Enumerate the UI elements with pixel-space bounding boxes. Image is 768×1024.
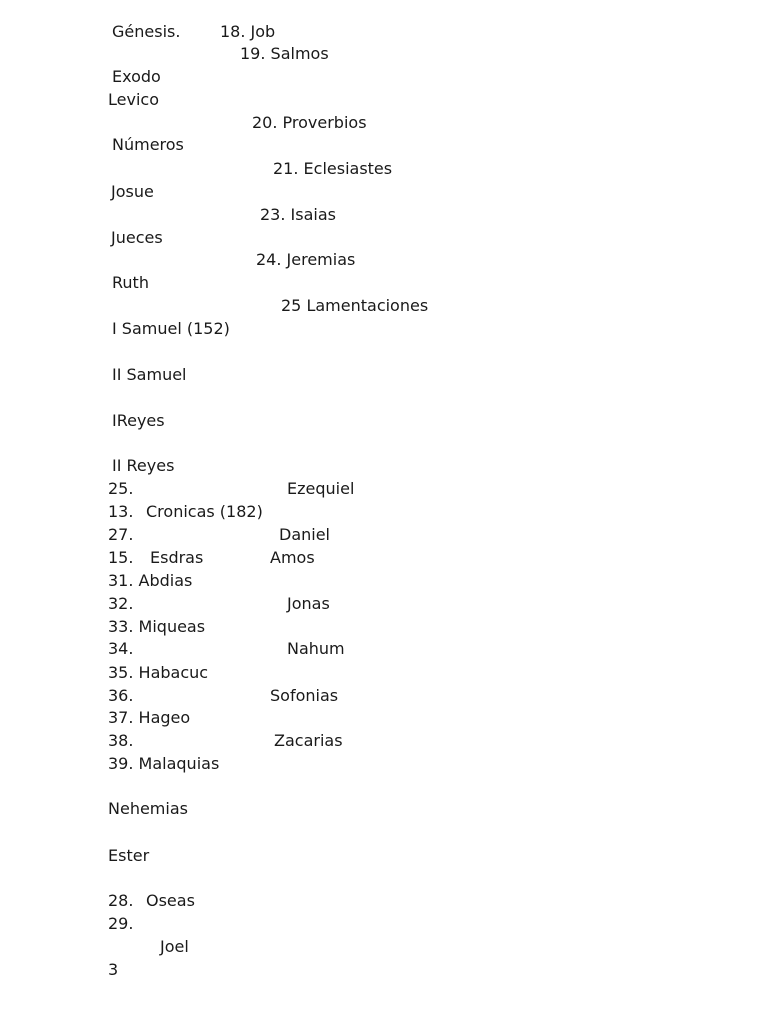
line-amos: Amos [270, 548, 315, 567]
line-jeremias: 24. Jeremias [256, 250, 356, 269]
line-number-34: 34. [108, 639, 134, 658]
line-number-28: 28. [108, 891, 134, 910]
line-lamentaciones: 25 Lamentaciones [281, 296, 429, 315]
line-isaias: 23. Isaias [260, 205, 336, 224]
line-miqueas: 33. Miqueas [108, 617, 206, 636]
line-i-reyes: IReyes [112, 411, 165, 430]
line-nahum: Nahum [287, 639, 345, 658]
line-sofonias: Sofonias [270, 686, 339, 705]
line-jonas: Jonas [287, 594, 330, 613]
line-nehemias: Nehemias [108, 799, 188, 818]
line-ruth: Ruth [112, 273, 149, 292]
line-josue: Josue [111, 182, 154, 201]
line-exodo: Exodo [112, 67, 161, 86]
line-number-36: 36. [108, 686, 134, 705]
line-ii-reyes: II Reyes [112, 456, 175, 475]
line-number-3: 3 [108, 960, 119, 979]
line-ester: Ester [108, 846, 150, 865]
line-joel: Joel [160, 937, 189, 956]
line-number-27: 27. [108, 525, 134, 544]
line-esdras: Esdras [150, 548, 204, 567]
line-job: 18. Job [220, 22, 276, 41]
line-genesis: Génesis. [112, 22, 181, 41]
line-proverbios: 20. Proverbios [252, 113, 367, 132]
line-hageo: 37. Hageo [108, 708, 191, 727]
line-habacuc: 35. Habacuc [108, 663, 209, 682]
line-ii-samuel: II Samuel [112, 365, 187, 384]
line-numeros: Números [112, 135, 184, 154]
line-zacarias: Zacarias [274, 731, 343, 750]
line-number-25: 25. [108, 479, 134, 498]
line-malaquias: 39. Malaquias [108, 754, 220, 773]
line-number-15: 15. [108, 548, 134, 567]
line-i-samuel: I Samuel (152) [112, 319, 230, 338]
line-number-29: 29. [108, 914, 134, 933]
line-daniel: Daniel [279, 525, 330, 544]
line-levico: Levico [108, 90, 159, 109]
line-eclesiastes: 21. Eclesiastes [273, 159, 393, 178]
line-oseas: Oseas [146, 891, 195, 910]
line-abdias: 31. Abdias [108, 571, 193, 590]
line-cronicas: Cronicas (182) [146, 502, 263, 521]
line-jueces: Jueces [111, 228, 163, 247]
line-ezequiel: Ezequiel [287, 479, 355, 498]
line-number-13: 13. [108, 502, 134, 521]
line-number-32: 32. [108, 594, 134, 613]
line-number-38: 38. [108, 731, 134, 750]
line-salmos: 19. Salmos [240, 44, 329, 63]
